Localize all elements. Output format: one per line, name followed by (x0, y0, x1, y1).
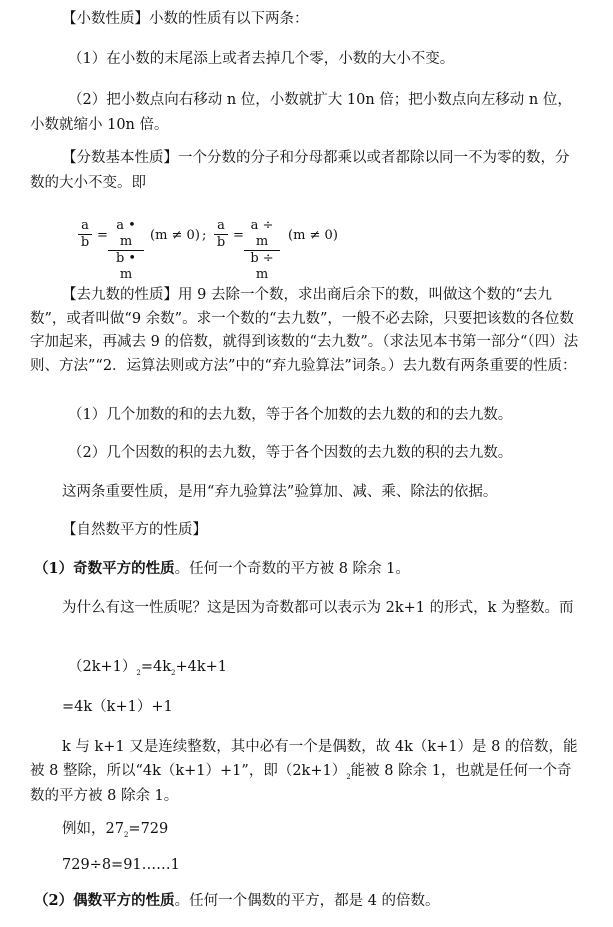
explain-exponent: 2 (346, 772, 351, 781)
cast-nines-prop-1: （1）几个加数的和的去九数，等于各个加数的去九数的和的去九数。 (68, 407, 513, 423)
odd-square-why: 为什么有这一性质呢？这是因为奇数都可以表示为 2k+1 的形式，k 为整数。而 (62, 600, 574, 616)
eq1-exponent-2: 2 (171, 669, 176, 677)
even-square-line (34, 890, 587, 912)
frac-a-over-b (78, 218, 92, 251)
condition-2: (m ≠ 0) (288, 228, 338, 243)
frac-denominator: b • m (115, 251, 137, 282)
fraction-heading: 【分数基本性质】一个分数的分子和分母都乘以或者都除以同一不为零的数，分数的大小不变。即 (30, 150, 570, 191)
eq1-exponent: 2 (136, 669, 141, 677)
even-square-text: 。任何一个偶数的平方，都是 4 的倍数。 (174, 893, 440, 909)
odd-square-explain (30, 736, 583, 809)
explain-part-a: k 与 k+1 又是连续整数，其中必有一个是偶数，故 4k（k+1）是 8 的倍数，能被 8 整除，所以“4k（k+1）+1”，即（2k+1） (30, 739, 578, 779)
example-part-b: =729 (128, 821, 169, 837)
frac-denominator: b (216, 235, 226, 250)
equation-1 (68, 656, 613, 680)
example-exponent: 2 (123, 831, 129, 839)
semicolon: ; (202, 228, 207, 243)
frac-divide (244, 218, 280, 283)
cast-nines-prop-2: （2）几个因数的积的去九数，等于各个因数的去九数的积的去九数。 (68, 445, 513, 461)
odd-square-label: （1）奇数平方的性质 (34, 560, 175, 577)
division-line: 729÷8=91……1 (62, 857, 180, 873)
eq1-part-c: +4k+1 (175, 659, 228, 675)
frac-denominator: b ÷ m (250, 251, 274, 282)
equals-sign: = (97, 228, 108, 243)
cast-nines-paragraph: 【去九数的性质】用 9 去除一个数，求出商后余下的数，叫做这个数的“去九数”，或者叫做“9 余数”。求一个数的“去九数”，一般不必去除，只要把该数的各位数字加起来，再减去 9 的倍数，就得到该数的“去九数”。（求法见本书第一部分“（四）法则、方法”“2．运算法则或方法”中的“弃九验算法”词条。）去九数有两条重要的性质： (30, 287, 579, 374)
decimal-rule-2: （2）把小数点向右移动 n 位，小数就扩大 10n 倍；把小数点向左移动 n 位，小数就缩小 10n 倍。 (30, 92, 572, 133)
eq1-part-a: （2k+1） (68, 659, 137, 675)
squares-heading: 【自然数平方的性质】 (62, 522, 207, 538)
frac-numerator: a (78, 218, 92, 235)
frac-multiply (108, 218, 144, 283)
frac-a-over-b-2 (214, 218, 228, 251)
explain-part-b: 能被 8 除余 1，也就是任何一个奇数的平方被 8 除余 1。 (30, 762, 572, 804)
equation-2: =4k（k+1）+1 (62, 699, 173, 715)
frac-numerator: a (214, 218, 228, 235)
cast-nines-usage: 这两条重要性质，是用“弃九验算法”验算加、减、乘、除法的依据。 (62, 484, 498, 500)
frac-numerator: a ÷ m (244, 218, 280, 251)
odd-square-line (34, 558, 587, 580)
odd-square-text: 。任何一个奇数的平方被 8 除余 1。 (174, 561, 410, 577)
decimal-heading: 【小数性质】小数的性质有以下两条： (62, 11, 309, 27)
fraction-formula (76, 216, 376, 282)
condition-1: (m ≠ 0) (150, 228, 200, 243)
eq1-part-b: =4k (140, 659, 172, 675)
equals-sign-2: = (233, 228, 244, 243)
example-part-a: 例如，27 (62, 821, 124, 837)
even-square-label: （2）偶数平方的性质 (34, 892, 175, 909)
frac-numerator: a • m (108, 218, 144, 251)
frac-denominator: b (80, 235, 90, 250)
decimal-rule-1: （1）在小数的末尾添上或者去掉几个零，小数的大小不变。 (68, 51, 455, 67)
example-line (62, 818, 613, 842)
